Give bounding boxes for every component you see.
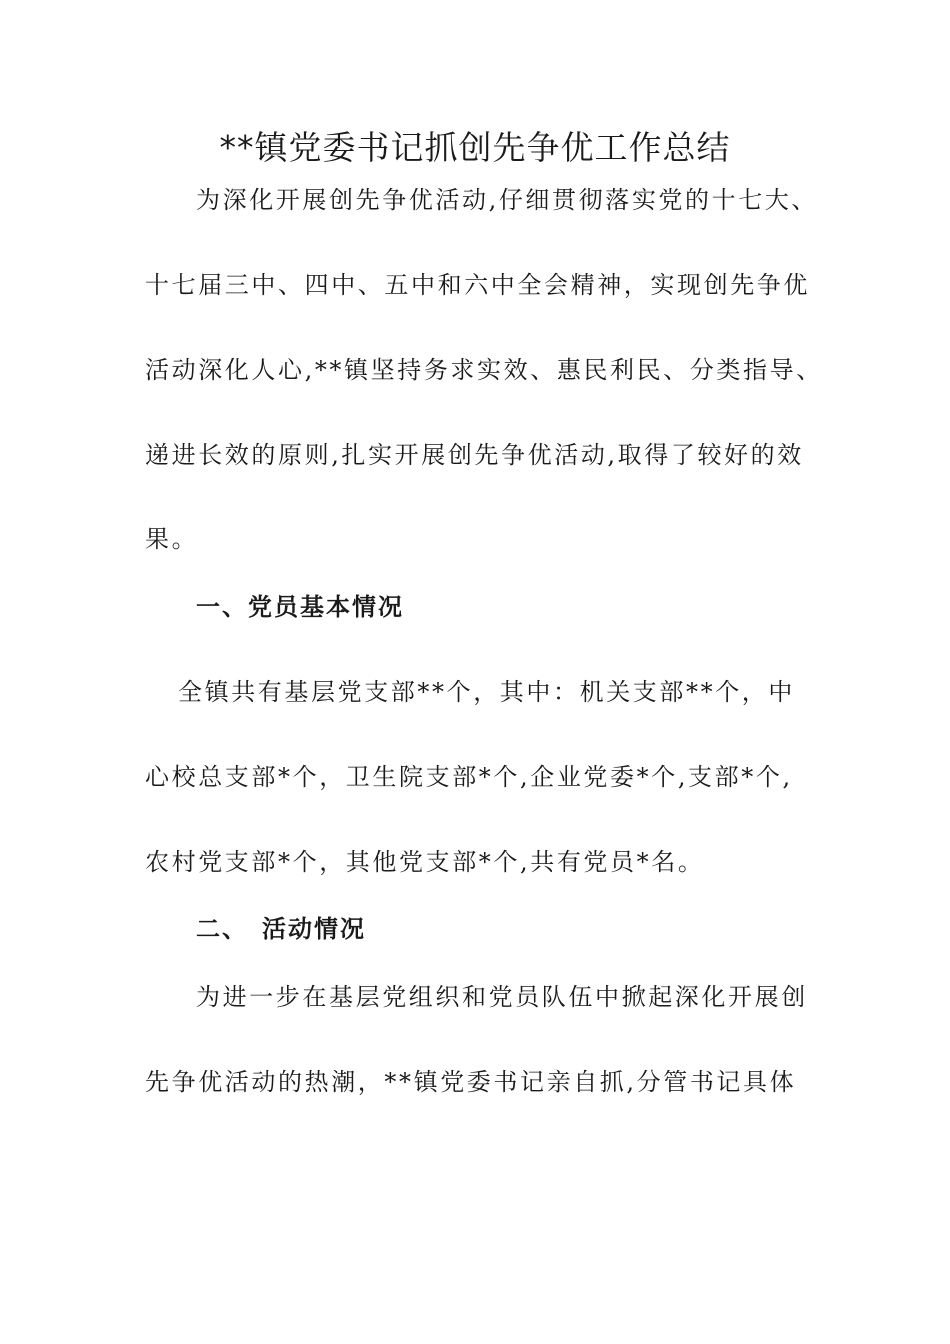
intro-line: 递进长效的原则,扎实开展创先争优活动,取得了较好的效 [145, 441, 804, 469]
document-title: **镇党委书记抓创先争优工作总结 [219, 128, 731, 167]
intro-line: 十七届三中、四中、五中和六中全会精神，实现创先争优 [145, 271, 810, 299]
section-1-line: 全镇共有基层党支部**个，其中：机关支部**个，中 [178, 678, 795, 706]
section-1-heading: 一、党员基本情况 [196, 593, 404, 621]
section-1-line: 农村党支部*个，其他党支部*个,共有党员*名。 [145, 848, 705, 876]
section-2-line: 为进一步在基层党组织和党员队伍中掀起深化开展创 [196, 983, 808, 1011]
section-1-line: 心校总支部*个，卫生院支部*个,企业党委*个,支部*个, [145, 763, 793, 791]
section-2-line: 先争优活动的热潮，**镇党委书记亲自抓,分管书记具体 [145, 1068, 797, 1096]
section-2-number: 二、 [196, 915, 248, 943]
intro-line: 果。 [145, 525, 199, 553]
section-2-heading [196, 912, 366, 946]
intro-line: 为深化开展创先争优活动,仔细贯彻落实党的十七大、 [196, 186, 819, 214]
intro-line: 活动深化人心,**镇坚持务求实效、惠民利民、分类指导、 [145, 356, 823, 384]
section-2-title: 活动情况 [262, 915, 366, 943]
